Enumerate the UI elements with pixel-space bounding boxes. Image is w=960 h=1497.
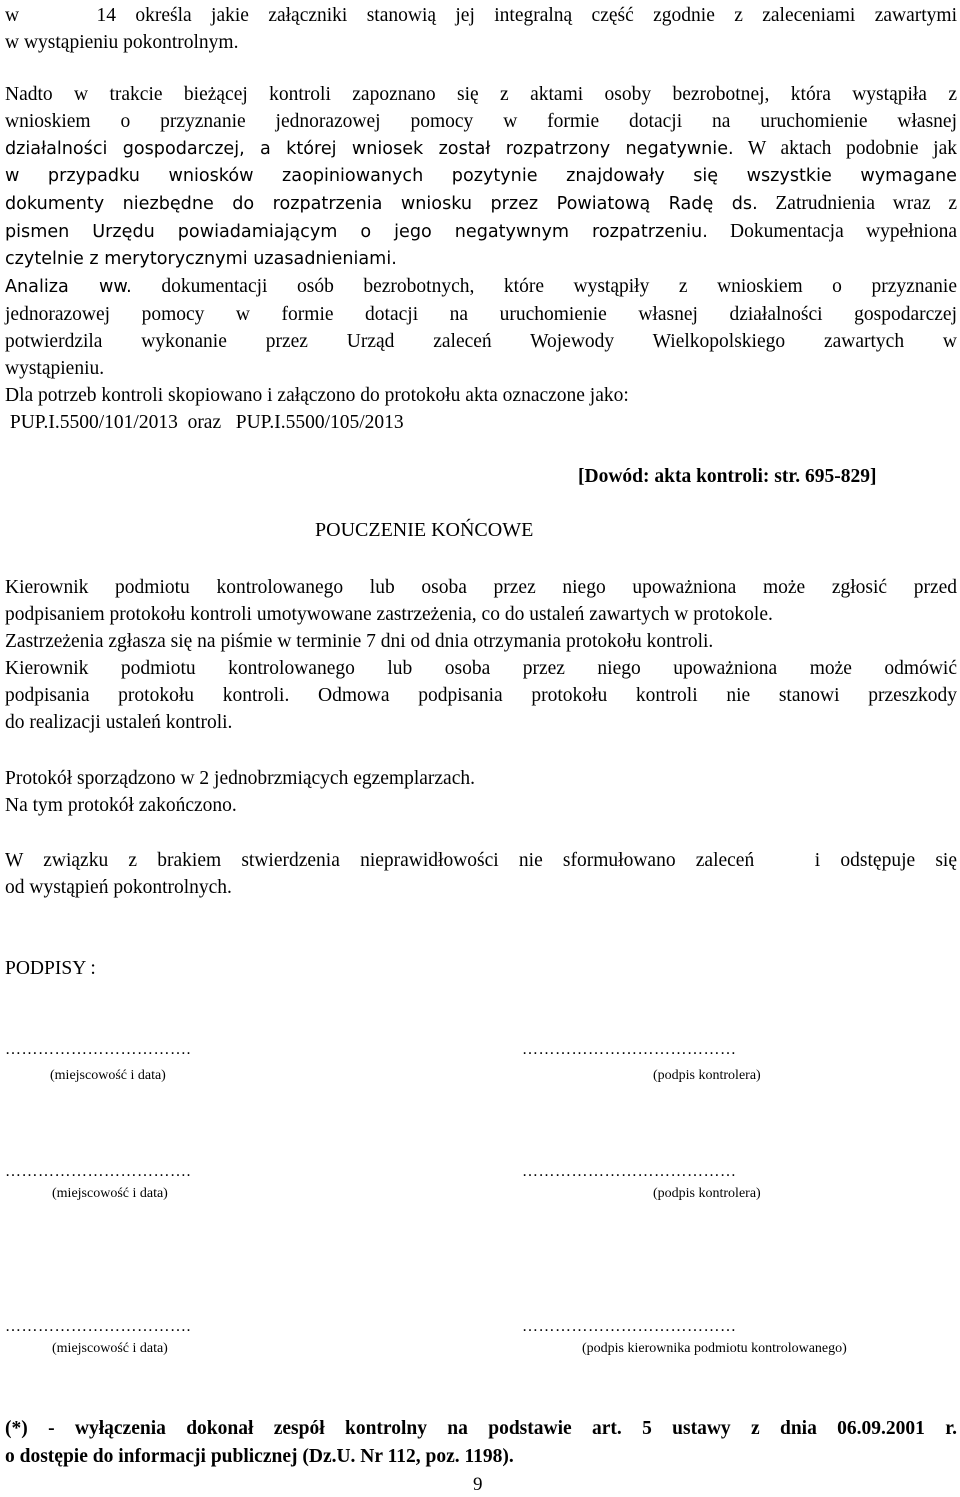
manager-signature-line: ………………………………… (522, 1318, 737, 1335)
review-line: wnioskiem o przyznanie jednorazowej pomocy w formie dotacji na uruchomienie własnej (5, 111, 957, 132)
review-line (5, 135, 957, 163)
recommendation-note (5, 847, 957, 901)
review-line-sans: działalności gospodarczej, a której wniosek został rozpatrzony negatywnie. (5, 139, 734, 159)
top-paragraph-line: w wystąpieniu pokontrolnym. (5, 32, 239, 53)
review-line-serif: W aktach podobnie jak (733, 138, 957, 159)
copies-line: Protokół sporządzono w 2 jednobrzmiących egzemplarzach. (5, 768, 475, 789)
review-paragraph (5, 81, 957, 436)
instruction-line: Kierownik podmiotu kontrolowanego lub osoba przez niego upoważniona może odmówić (5, 658, 957, 679)
signatures-label: PODPISY : (5, 958, 96, 979)
place-date-caption: (miejscowość i data) (50, 1068, 166, 1083)
case-file-numbers: PUP.I.5500/101/2013 oraz PUP.I.5500/105/2013 (5, 412, 404, 433)
controller-signature-caption: (podpis kontrolera) (653, 1186, 761, 1201)
review-line: jednorazowej pomocy w formie dotacji na uruchomienie własnej działalności gospodarczej (5, 304, 957, 325)
recommendation-line: od wystąpień pokontrolnych. (5, 877, 232, 898)
copies-note (5, 765, 957, 819)
place-date-signature-line: ……………………………. (5, 1318, 191, 1335)
manager-signature-caption: (podpis kierownika podmiotu kontrolowanego) (582, 1341, 847, 1356)
copies-line: Na tym protokół zakończono. (5, 795, 237, 816)
review-line (5, 273, 957, 301)
review-line-sans: dokumenty niezbędne do rozpatrzenia wniosku przez Powiatową Radę ds. (5, 194, 758, 214)
closing-heading: POUCZENIE KOŃCOWE (315, 519, 534, 541)
recommendation-line: W związku z brakiem stwierdzenia nieprawidłowości nie sformułowano zaleceń i odstępuje się (5, 850, 957, 871)
instruction-line: Zastrzeżenia zgłasza się na piśmie w terminie 7 dni od dnia otrzymania protokołu kontroli. (5, 631, 714, 652)
review-line-serif: dokumentacji osób bezrobotnych, które wystąpiły z wnioskiem o przyznanie (131, 276, 958, 297)
instruction-line: Kierownik podmiotu kontrolowanego lub osoba przez niego upoważniona może zgłosić przed (5, 577, 957, 598)
review-line-serif: Dokumentacja wypełniona (707, 221, 957, 242)
footnote-line: (*) - wyłączenia dokonał zespół kontrolny na podstawie art. 5 ustawy z dnia 06.09.2001 r. (5, 1418, 957, 1439)
controller-signature-line: ………………………………… (522, 1041, 737, 1058)
review-line: potwierdzila wykonanie przez Urząd zaleceń Wojewody Wielkopolskiego zawartych w (5, 331, 957, 352)
review-line-sans: Analiza ww. (5, 277, 132, 297)
review-line: Nadto w trakcie bieżącej kontroli zapoznano się z aktami osoby bezrobotnej, która wystąpiła z (5, 84, 957, 105)
review-line: Dla potrzeb kontroli skopiowano i załączono do protokołu akta oznaczone jako: (5, 385, 629, 406)
controller-signature-line: ………………………………… (522, 1163, 737, 1180)
place-date-caption: (miejscowość i data) (52, 1341, 168, 1356)
footnote (5, 1415, 957, 1471)
instruction-line: do realizacji ustaleń kontroli. (5, 712, 233, 733)
page-number: 9 (473, 1474, 483, 1495)
place-date-caption: (miejscowość i data) (52, 1186, 168, 1201)
place-date-signature-line: ……………………………. (5, 1041, 191, 1058)
review-line (5, 218, 957, 246)
top-paragraph (5, 2, 957, 56)
evidence-reference: [Dowód: akta kontroli: str. 695-829] (578, 466, 877, 487)
instruction-paragraph (5, 574, 957, 736)
review-line: wystąpieniu. (5, 358, 105, 379)
review-line-serif: Zatrudnienia wraz z (757, 193, 957, 214)
instruction-line: podpisaniem protokołu kontroli umotywowane zastrzeżenia, co do ustaleń zawartych w protokole. (5, 604, 773, 625)
review-line: w przypadku wniosków zaopiniowanych pozytynie znajdowały się wszystkie wymagane (5, 166, 957, 186)
top-paragraph-line: w 14 określa jakie załączniki stanowią jej integralną część zgodnie z zaleceniami zawartymi (5, 5, 957, 26)
instruction-line: podpisania protokołu kontroli. Odmowa podpisania protokołu kontroli nie stanowi przeszkody (5, 685, 957, 706)
footnote-line: o dostępie do informacji publicznej (Dz.U. Nr 112, poz. 1198). (5, 1446, 514, 1467)
review-line (5, 190, 957, 218)
controller-signature-caption: (podpis kontrolera) (653, 1068, 761, 1083)
place-date-signature-line: ……………………………. (5, 1163, 191, 1180)
review-line-sans: pismen Urzędu powiadamiającym o jego negatywnym rozpatrzeniu. (5, 222, 708, 242)
review-line: czytelnie z merytorycznymi uzasadnieniami. (5, 249, 397, 269)
